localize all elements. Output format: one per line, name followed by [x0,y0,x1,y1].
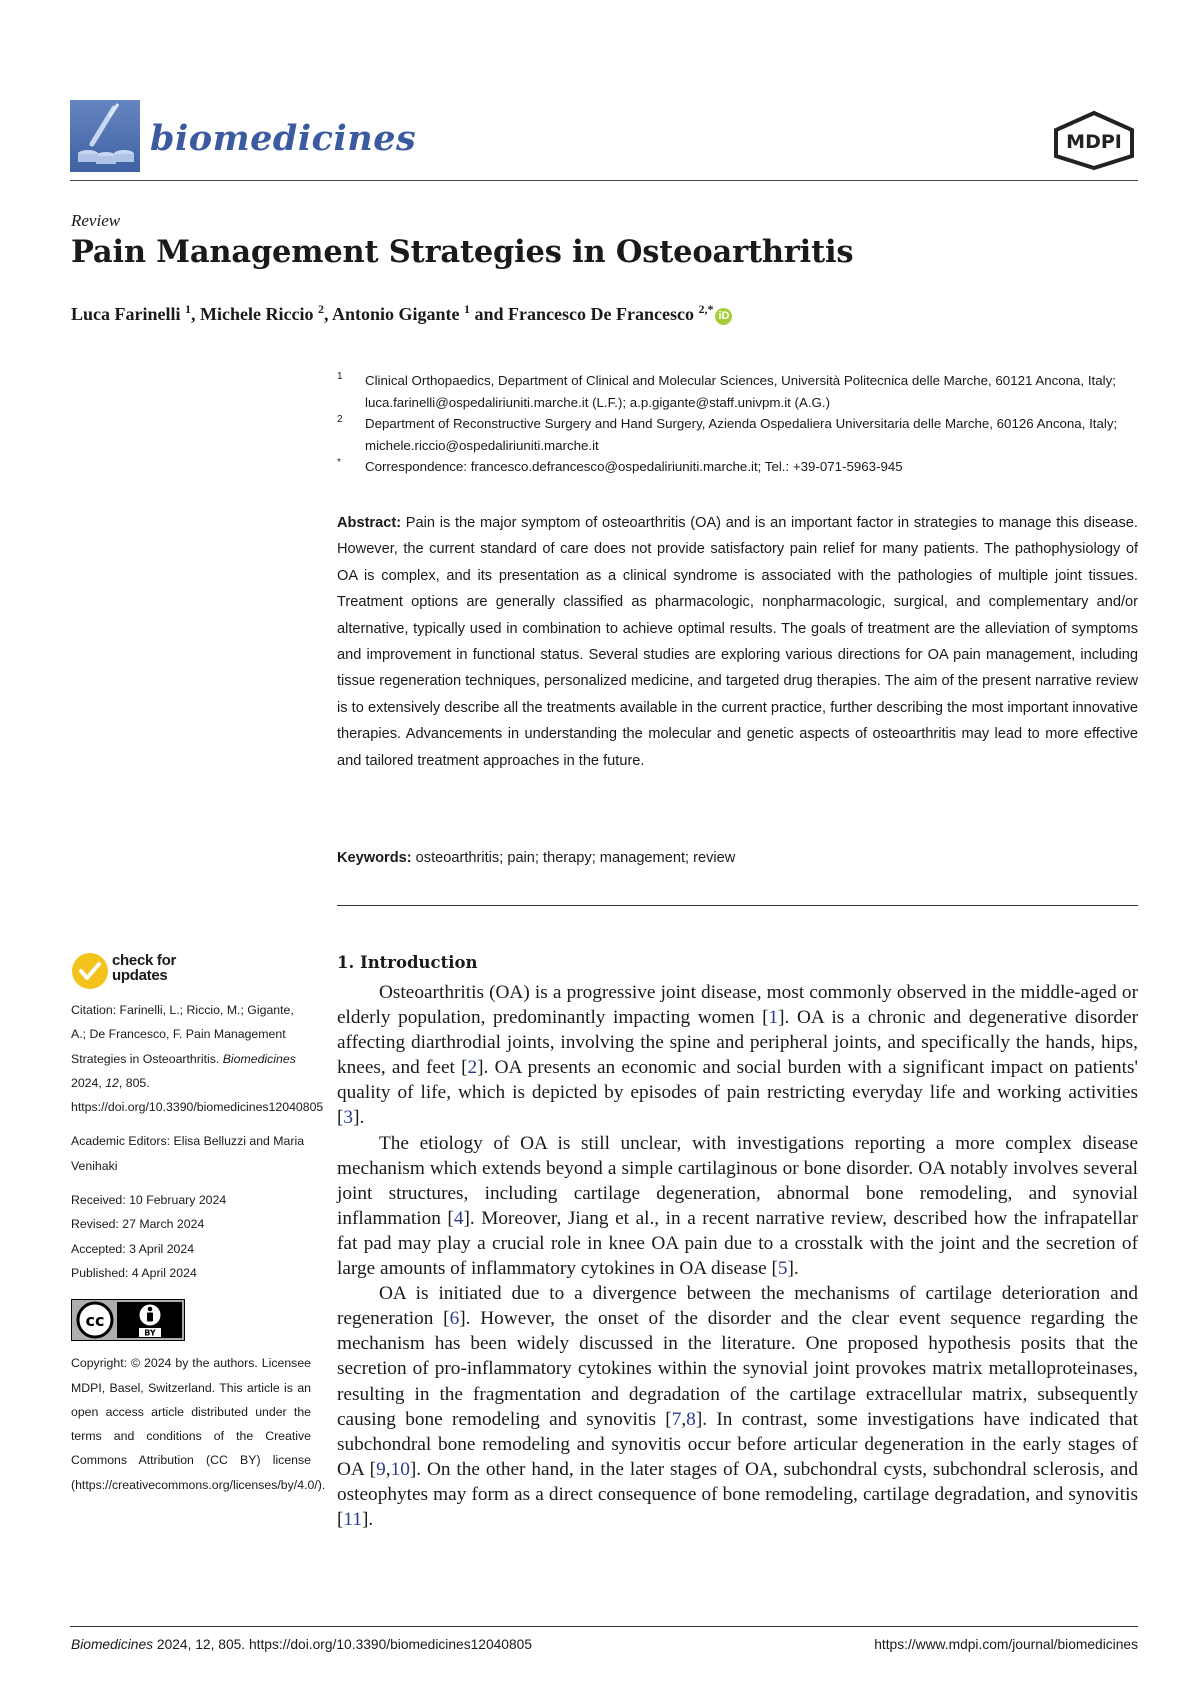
author-list [71,302,732,325]
author-affiliation-sup: 1 [185,302,191,316]
date-received: Received: 10 February 2024 [71,1193,227,1208]
article-type: Review [71,211,121,230]
paragraph-text: , [681,1408,687,1430]
academic-editors-text: Academic Editors: Elisa Belluzzi and Maria Venihaki [71,1134,305,1173]
cc-by-license-icon[interactable] [71,1299,185,1341]
abstract-divider [337,905,1138,906]
author-affiliation-sup: 2 [317,302,324,316]
reference-link[interactable]: 7 [671,1408,682,1430]
keywords [337,850,1138,866]
author-name[interactable]: Luca Farinelli [71,304,181,324]
keywords-label: Keywords: [337,850,412,866]
reference-link[interactable]: 8 [686,1408,696,1430]
paragraph-text: OA is initiated due to a divergence between the mechanisms of cartilage deterioration and regeneration [ [337,1283,1138,1330]
affiliation-item [337,413,1137,456]
citation-journal: Biomedicines [222,1051,296,1066]
article-title: Pain Management Strategies in Osteoarthritis [71,234,854,270]
citation-text: 2024, [71,1075,106,1090]
affiliation-number: 2 [337,414,343,425]
check-updates-line2: updates [112,967,168,984]
mdpi-logo-icon [1050,110,1138,170]
paragraph-text: , [385,1458,391,1480]
introduction-body [337,980,1138,1532]
copyright-notice [71,1351,326,1497]
cc-badge-label: cc [85,1311,105,1331]
check-updates-line1: check for [112,952,176,969]
date-revised: Revised: 27 March 2024 [71,1217,205,1232]
affiliation-number: * [337,457,341,468]
reference-link[interactable]: 11 [343,1508,362,1530]
affiliation-item [337,370,1137,413]
abstract [337,510,1138,774]
citation-volume: 12 [105,1075,119,1090]
paragraph [337,980,1138,1131]
author-separator: , [191,304,200,324]
abstract-label: Abstract: [337,515,402,531]
author-affiliation-sup: 2,* [698,302,714,316]
date-accepted: Accepted: 3 April 2024 [71,1241,195,1256]
paragraph-text: ]. On the other hand, in the later stages of OA, subchondral cysts, subchondral sclerosis, and osteophytes may form as a direct consequence of bone remodeling, cartilage degradation, and synovitis [ [337,1458,1138,1530]
paragraph-text: ]. [787,1258,799,1280]
publisher-name: MDPI [1066,131,1122,153]
footer-doi-link[interactable]: 2024, 12, 805. https://doi.org/10.3390/biomedicines12040805 [153,1637,532,1652]
paragraph-text: ]. [353,1107,365,1129]
footer-citation [71,1637,532,1652]
author-name[interactable]: Francesco De Francesco [508,304,694,324]
paragraph-text: ]. [362,1508,374,1530]
paragraph-text: ]. In contrast, some investigations have indicated that subchondral bone remodeling and synovitis occur before articular degeneration in the early stages of OA [ [337,1408,1138,1480]
copyright-text: Copyright: © 2024 by the authors. Licensee MDPI, Basel, Switzerland. This article is an open access article distributed under the terms and conditions of the Creative Commons Attribution (CC BY) license (https://creativecommons.org/licenses/by/4.0/). [71,1356,326,1492]
check-for-updates-button[interactable] [71,948,311,998]
affiliations [337,370,1137,478]
paragraph [337,1281,1138,1532]
author-name[interactable]: Antonio Gigante [331,304,460,324]
reference-link[interactable]: 3 [343,1107,354,1129]
author-affiliation-sup: 1 [463,302,470,316]
page-header [70,98,1138,181]
reference-link[interactable]: 5 [777,1258,788,1280]
footer-divider [70,1626,1138,1627]
paragraph-text: ]. Moreover, Jiang et al., in a recent narrative review, described how the infrapatellar fat pad may play a crucial role in knee OA pain due to a crosstalk with the joint and the secretion of large amounts of inflammatory cytokines in OA disease [ [337,1207,1138,1280]
paragraph-text: Osteoarthritis (OA) is a progressive joint disease, most commonly observed in the middle-aged or elderly population, predominantly impacting women [ [337,982,1138,1029]
reference-link[interactable]: 1 [768,1007,779,1029]
orcid-icon[interactable]: iD [715,308,732,325]
reference-link[interactable]: 2 [467,1057,478,1079]
affiliation-text: Clinical Orthopaedics, Department of Clinical and Molecular Sciences, Università Politecnica delle Marche, 60121 Ancona, Italy; luca.farinelli@ospedaliriuniti.marche.it (L.F.); a.p.gigante@staff.univpm.it (A.G.) [365,373,1116,410]
reference-link[interactable]: 10 [390,1458,410,1480]
reference-link[interactable]: 4 [453,1207,464,1229]
paragraph-text: ]. However, the onset of the disorder and the clear event sequence regarding the mechanism has been widely discussed in the literature. One proposed hypothesis posits that the secretion of pro-inflammatory cytokines within the synovial joint provokes matrix metalloproteinases, resulting in the fragmentation and degradation of the cartilage extracellular matrix, subsequently causing bone remodeling and synovitis [ [337,1308,1139,1430]
cc-by-label: BY [144,1328,156,1338]
paragraph [337,1131,1138,1282]
author-name[interactable]: Michele Riccio [200,304,314,324]
check-updates-icon [71,952,109,990]
journal-name: biomedicines [150,118,417,159]
reference-link[interactable]: 6 [449,1308,460,1330]
author-separator: , [323,304,332,324]
citation-doi-link[interactable]: , 805. https://doi.org/10.3390/biomedicines12040805 [71,1075,324,1115]
article-sidebar [71,948,326,1507]
section-heading: 1. Introduction [337,953,478,972]
academic-editors [71,1129,311,1178]
affiliation-number: 1 [337,371,343,382]
paragraph-text: ]. OA is a chronic and degenerative disorder affecting diarthrodial joints, involving the spine and peripheral joints, and specifically the hands, hips, knees, and feet [ [337,1007,1139,1079]
abstract-text: Pain is the major symptom of osteoarthritis (OA) and is an important factor in strategies to manage this disease. However, the current standard of care does not provide satisfactory pain relief for many patients. The pathophysiology of OA is complex, and its presentation as a clinical syndrome is associated with the pathologies of multiple joint tissues. Treatment options are generally classified as pharmacologic, nonpharmacologic, surgical, and complementary and/or alternative, typically used in combination to achieve optimal results. The goals of treatment are the alleviation of symptoms and improvement in functional status. Several studies are exploring various directions for OA pain management, including tissue regeneration techniques, personalized medicine, and targeted drug therapies. The aim of the present narrative review is to extensively describe all the treatments available in the current practice, further describing the most important innovative therapies. Advancements in understanding the molecular and genetic aspects of osteoarthritis may lead to more effective and tailored treatment approaches in the future. [337,515,1138,769]
footer-journal-url[interactable]: https://www.mdpi.com/journal/biomedicines [874,1637,1138,1652]
reference-link[interactable]: 9 [376,1458,386,1480]
citation-text: Citation: Farinelli, L.; Riccio, M.; Gigante, A.; De Francesco, F. Pain Management Strategies in Osteoarthritis. [71,1003,294,1066]
check-updates-label [112,953,176,983]
citation-block [71,998,324,1119]
keywords-text: osteoarthritis; pain; therapy; management; review [415,850,736,866]
journal-logo-icon [70,100,140,172]
date-published: Published: 4 April 2024 [71,1265,197,1280]
affiliation-text: Correspondence: francesco.defrancesco@ospedaliriuniti.marche.it; Tel.: +39-071-5963-945 [365,459,903,474]
author-separator: and [469,304,509,324]
affiliation-text: Department of Reconstructive Surgery and Hand Surgery, Azienda Ospedaliera Universitaria delle Marche, 60126 Ancona, Italy; michele.riccio@ospedaliriuniti.marche.it [365,416,1118,453]
paragraph-text: ]. OA presents an economic and social burden with a significant impact on patients' quality of life, which is depicted by episodes of pain restricting everyday life and working activities [ [337,1057,1139,1129]
footer-journal: Biomedicines [71,1637,154,1652]
article-dates [71,1188,311,1285]
paragraph-text: The etiology of OA is still unclear, with investigations reporting a more complex disease mechanism which extends beyond a simple cartilaginous or bone disorder. OA notably involves several joint structures, including cartilage degeneration, abnormal bone remodeling, and synovial inflammation [ [337,1132,1138,1229]
affiliation-item [337,456,1137,478]
